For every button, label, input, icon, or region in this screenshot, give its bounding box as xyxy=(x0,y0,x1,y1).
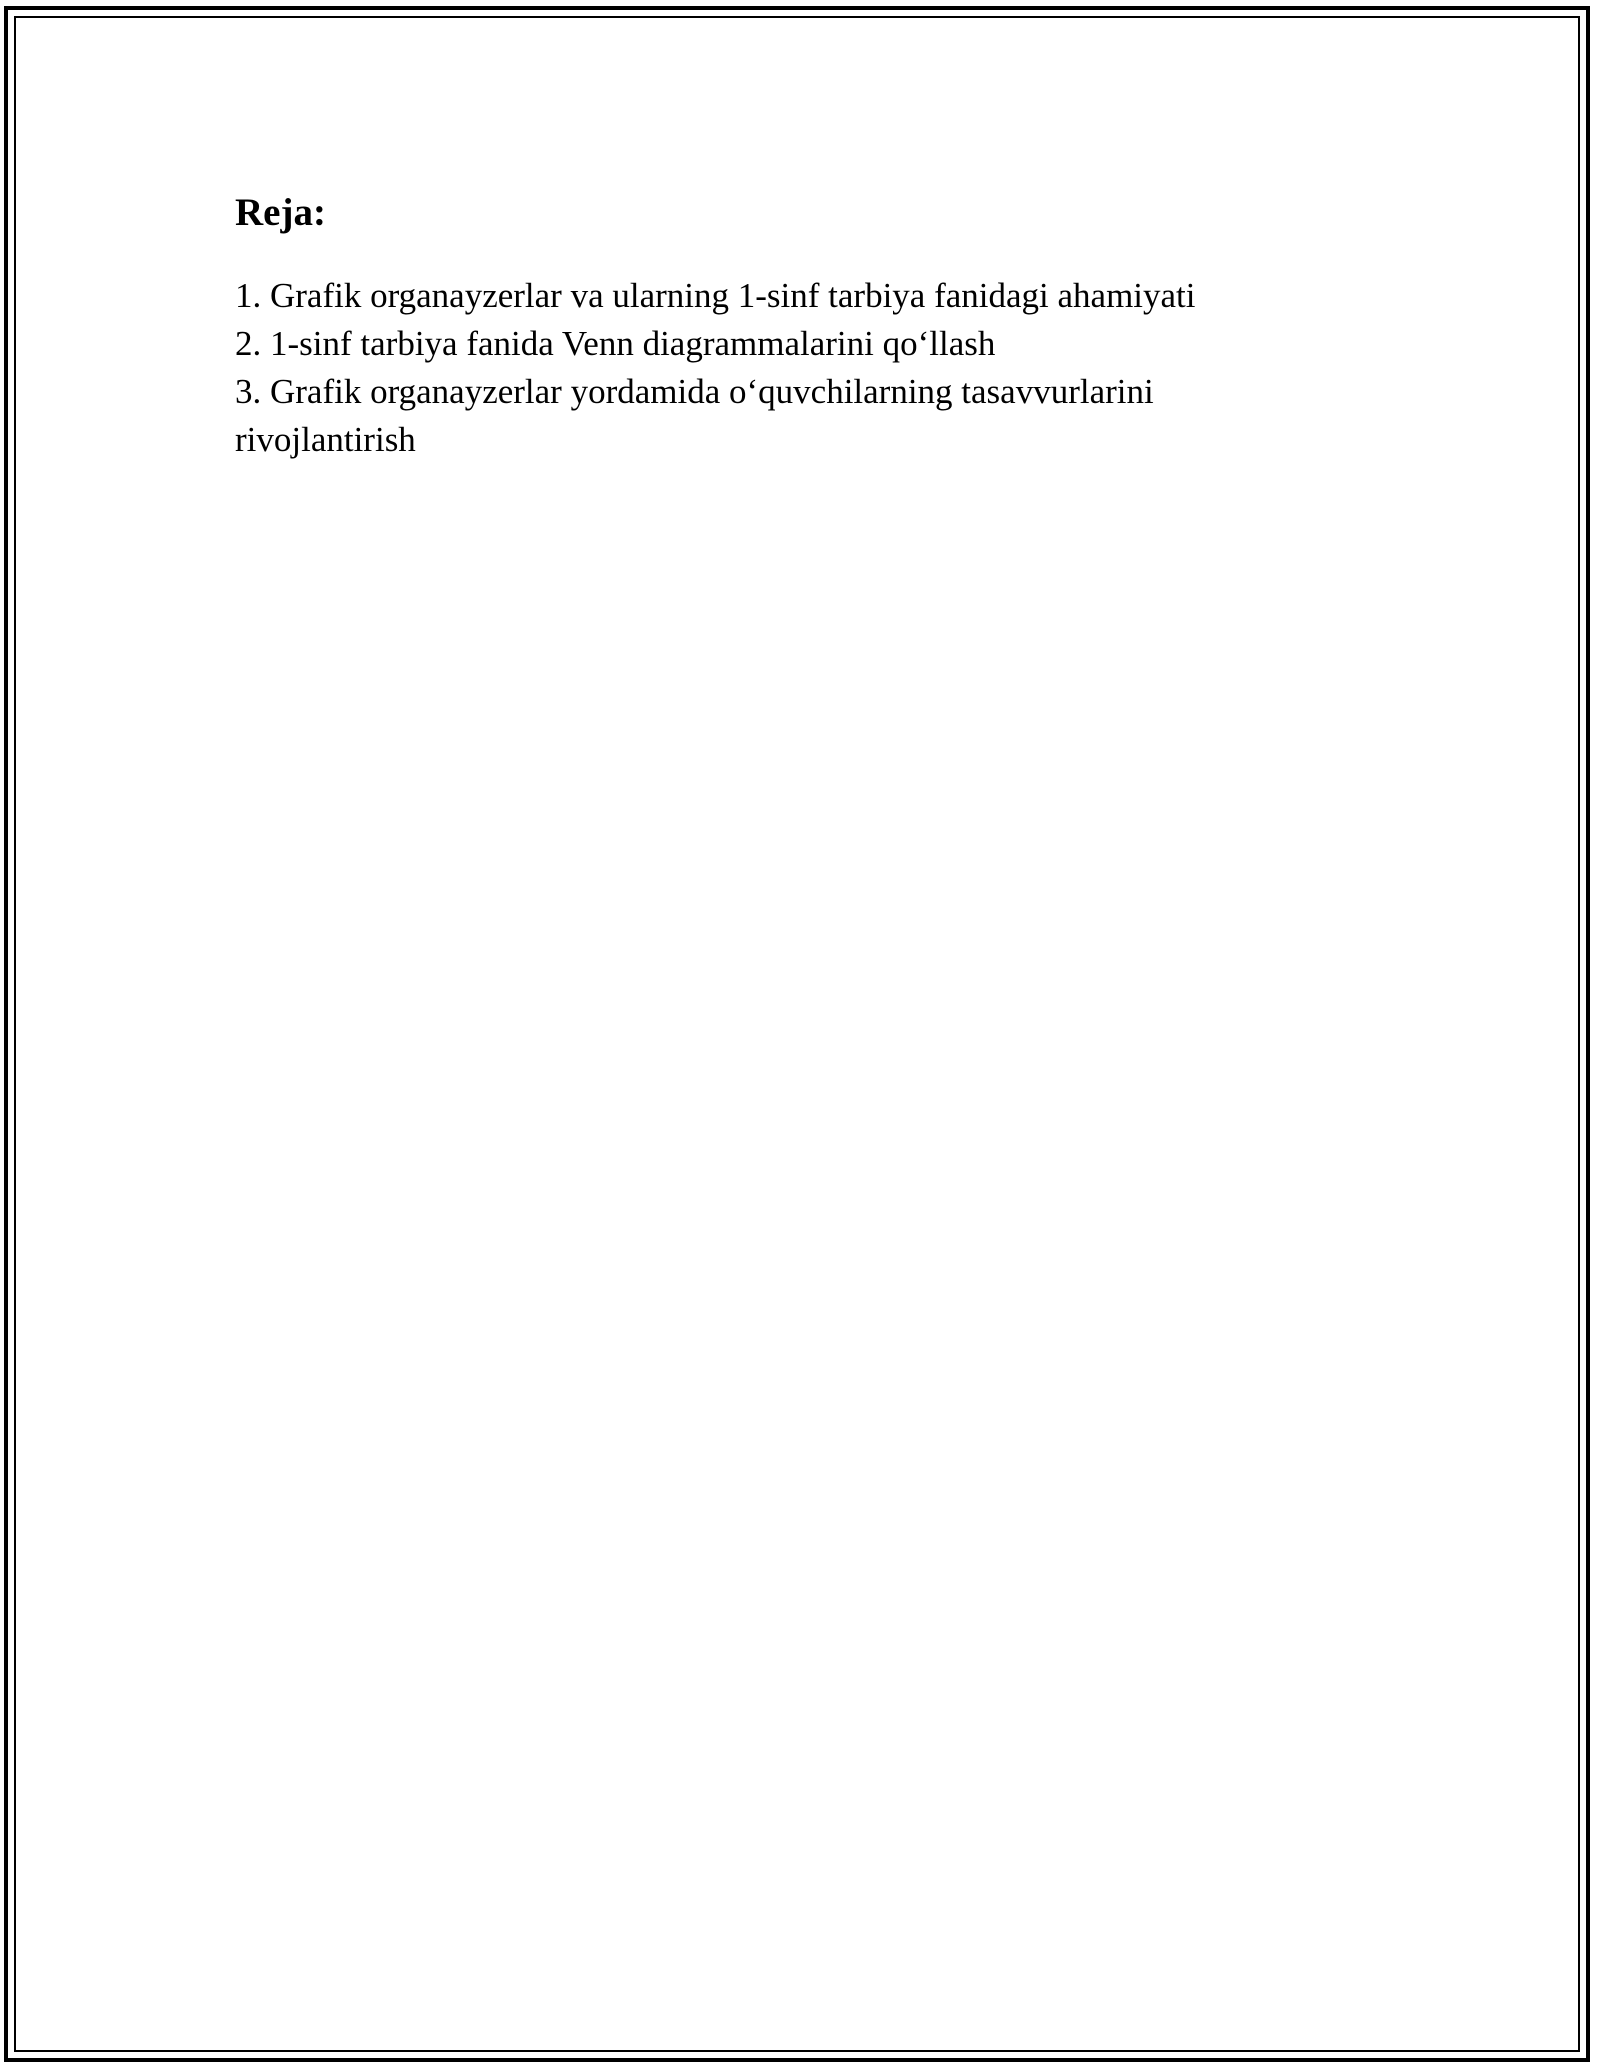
plan-list xyxy=(235,272,1365,464)
plan-item-1: 1. Grafik organayzerlar va ularning 1-sinf tarbiya fanidagi ahamiyati xyxy=(235,276,1196,315)
plan-item-3: 3. Grafik organayzerlar yordamida o‘quvchilarning tasavvurlarini rivojlantirish xyxy=(235,372,1154,459)
plan-item-2: 2. 1-sinf tarbiya fanida Venn diagrammalarini qo‘llash xyxy=(235,324,996,363)
document-content xyxy=(235,186,1365,464)
plan-title: Reja: xyxy=(235,191,326,234)
